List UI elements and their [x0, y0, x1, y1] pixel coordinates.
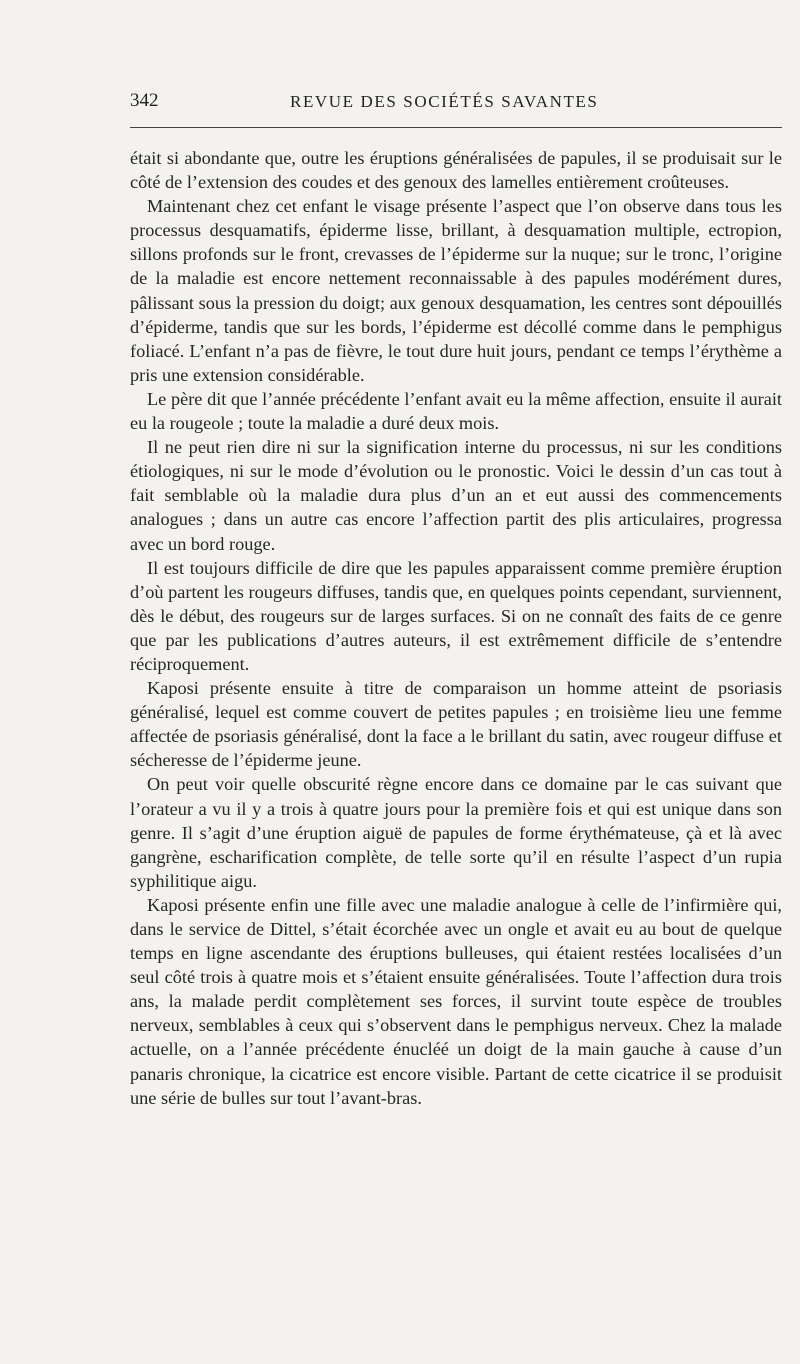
header-rule: [130, 127, 782, 128]
running-title: REVUE DES SOCIÉTÉS SAVANTES: [290, 92, 599, 111]
paragraph: Il ne peut rien dire ni sur la signification interne du processus, ni sur les conditions étiologiques, ni sur le mode d’évolution ou le pronostic. Voici le dessin d’un cas tout à fait semblable où la maladie dura plus d’un an et eut aussi des commencements analogues ; dans un autre cas encore l’affection partit des plis articulaires, progressa avec un bord rouge.: [130, 437, 782, 554]
body-text: [130, 146, 782, 1110]
paragraph: Kaposi présente ensuite à titre de comparaison un homme atteint de psoriasis généralisé, lequel est comme couvert de petites papules ; en troisième lieu une femme affectée de psoriasis généralisé, dont la face a le brillant du satin, avec rougeur diffuse et sécheresse de l’épiderme jeune.: [130, 678, 782, 771]
paragraph: Kaposi présente enfin une fille avec une maladie analogue à celle de l’infirmière qui, dans le service de Dittel, s’était écorchée avec un ongle et avait eu au bout de quelque temps en ligne ascendante des éruptions bulleuses, qui étaient restées localisées d’un seul côté trois à quatre mois et s’étaient ensuite généralisées. Toute l’affection dura trois ans, la malade perdit complètement ses forces, il survint toute espèce de troubles nerveux, semblables à ceux qui s’observent dans le pemphigus nerveux. Chez la malade actuelle, on a l’année précédente énucléé un doigt de la main gauche à cause d’un panaris chronique, la cicatrice est encore visible. Partant de cette cicatrice il se produisit une série de bulles sur tout l’avant-bras.: [130, 894, 782, 1108]
paragraph: était si abondante que, outre les éruptions généralisées de papules, il se produisait sur le côté de l’extension des coudes et des genoux des lamelles entièrement croûteuses.: [130, 148, 782, 193]
paragraph: On peut voir quelle obscurité règne encore dans ce domaine par le cas suivant que l’orateur a vu il y a trois à quatre jours pour la première fois et qui est unique dans son genre. Il s’agit d’une éruption aiguë de papules de forme érythémateuse, çà et là avec gangrène, escharification complète, de telle sorte qu’il en résulte l’aspect d’un rupia syphilitique aigu.: [130, 774, 782, 891]
paragraph: Il est toujours difficile de dire que les papules apparaissent comme première éruption d’où partent les rougeurs diffuses, tandis que, en quelques points cependant, surviennent, dès le début, des rougeurs sur de larges surfaces. Si on ne connaît des faits de ce genre que par les publications d’autres auteurs, il est extrêmement difficile de s’entendre réciproquement.: [130, 557, 782, 674]
paragraph: Maintenant chez cet enfant le visage présente l’aspect que l’on observe dans tous les processus desquamatifs, épiderme lisse, brillant, à desquamation multiple, ectropion, sillons profonds sur le front, crevasses de l’épiderme sur la nuque; sur le tronc, l’origine de la maladie est encore nettement reconnaissable à des papules modérément dures, pâlissant sous la pression du doigt; aux genoux desquamation, les centres sont dépouillés d’épiderme, tandis que sur les bords, l’épiderme est décollé comme dans le pemphigus foliacé. L’enfant n’a pas de fièvre, le tout dure huit jours, pendant ce temps l’érythème a pris une extension considérable.: [130, 196, 782, 385]
paragraph: Le père dit que l’année précédente l’enfant avait eu la même affection, ensuite il aurait eu la rougeole ; toute la maladie a duré deux mois.: [130, 388, 782, 434]
page-number: 342: [130, 90, 159, 111]
page-header: [130, 90, 780, 120]
